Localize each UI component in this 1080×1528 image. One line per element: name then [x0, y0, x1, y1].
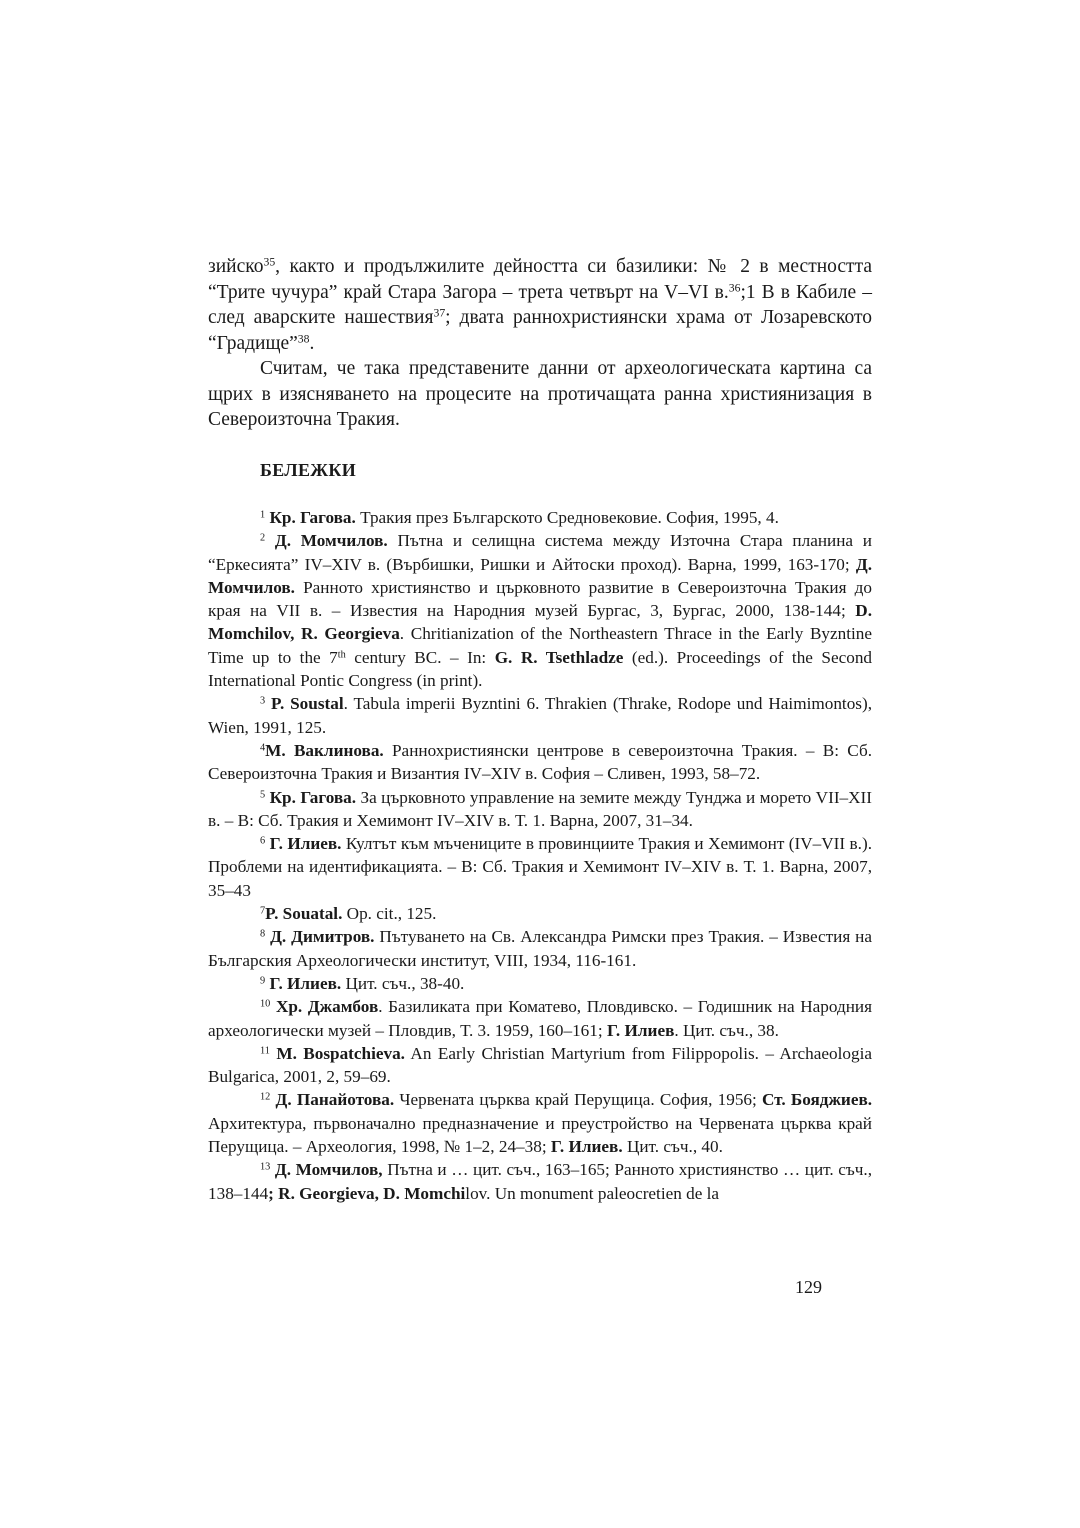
note-6	[208, 832, 872, 902]
note-text: Цит. съч., 38-40.	[341, 973, 465, 993]
note-7	[208, 902, 872, 925]
note-text: Пътуването на Св. Александра Римски през Тракия. – Известия на Българския Археологически институт, VIII, 1934, 116-161.	[208, 927, 873, 970]
text-run: зийско	[208, 256, 264, 277]
text-run: , както и продължилите дейността си базилики: № 2 в местността “Трите чучура” край Стара Загора – трета четвърт на V–VI в.	[208, 256, 872, 303]
note-text: . Базиликата при Коматево, Пловдивско. – Годишник на Народния археологически музей – Пловдив, Т. 3. 1959, 160–161;	[208, 997, 873, 1040]
note-author: Д. Панайотова.	[275, 1090, 395, 1110]
note-text: . Цит. съч., 38.	[674, 1020, 779, 1040]
note-text: Архитектура, първоначално предназначение и преустройство на Червената църква край Перущица. – Археология, 1998, № 1–2, 24–38;	[208, 1113, 872, 1157]
note-5	[208, 786, 872, 833]
note-author: Д. Момчилов.	[274, 531, 388, 551]
note-number: 11	[260, 1045, 270, 1057]
paragraph-continued	[208, 254, 872, 356]
note-number: 12	[260, 1091, 271, 1103]
note-number: 5	[260, 788, 266, 800]
note-text: Пътна и … цит. съч., 163–165; Ранното християнство … цит. съч., 138–144	[208, 1160, 873, 1203]
note-author: М. Ваклинова.	[265, 740, 384, 760]
note-number: 10	[260, 998, 271, 1010]
note-author: ; R. Georgieva, D. Momchi	[268, 1183, 466, 1203]
footnote-ref: 37	[433, 306, 446, 320]
note-author: G. R. Tsethladze	[494, 647, 624, 667]
note-text: За църковното управление на земите между Тунджа и морето VII–XII в. – В: Сб. Тракия и Хемимонт IV–XIV в. Т. 1. Варна, 2007, 31–34.	[208, 787, 872, 830]
text-run: ; двата раннохристиянски храма от Лозаревското “Градище”	[208, 307, 873, 354]
note-author: Г. Илиев.	[269, 973, 342, 993]
main-text	[208, 254, 872, 433]
note-number: 13	[260, 1161, 271, 1173]
note-9	[208, 972, 872, 995]
note-number: 3	[260, 695, 266, 707]
note-text: Пътна и селищна система между Източна Стара планина и “Еркесията” IV–XIV в. (Върбишки, Ришки и Айтоски проход). Варна, 1999, 163-170;	[208, 531, 872, 574]
note-text: Раннохристиянски центрове в североизточна Тракия. – В: Сб. Североизточна Тракия и Византия IV–XIV в. София – Сливен, 1993, 58–72.	[208, 740, 872, 784]
note-2	[208, 529, 872, 692]
note-11	[208, 1042, 872, 1089]
note-author: P. Soustal	[271, 694, 344, 714]
text-run: ;1 В в Кабиле – след аварските нашествия	[208, 281, 872, 328]
footnote-ref: 36	[728, 281, 741, 295]
note-author: M. Bospatchieva.	[276, 1043, 405, 1063]
note-author: Кр. Гагова.	[269, 787, 357, 807]
text-run: .	[309, 332, 315, 354]
paragraph-conclusion: Считам, че така представените данни от археологическата картина са щрих в изясняването на процесите на протичащата ранна християнизация в Североизточна Тракия.	[208, 358, 872, 430]
footnote-ref: 38	[297, 332, 310, 346]
note-author: D. Momchilov, R. Georgieva	[208, 601, 872, 644]
note-number: 8	[260, 928, 266, 940]
note-number: 7	[260, 905, 266, 917]
note-author: Г. Илиев	[606, 1020, 675, 1040]
note-text: Op. cit., 125.	[342, 904, 437, 924]
note-13	[208, 1158, 872, 1205]
note-author: Д. Момчилов,	[274, 1160, 383, 1180]
note-text: Тракия през Българското Средновековие. София, 1995, 4.	[355, 508, 779, 527]
note-8	[208, 925, 872, 972]
note-number: 6	[260, 835, 266, 847]
note-text: Цит. съч., 40.	[622, 1137, 723, 1157]
notes-heading: БЕЛЕЖКИ	[260, 460, 357, 480]
note-1	[208, 506, 872, 529]
note-text: lov. Un monument paleocretien de la	[465, 1183, 720, 1203]
note-10	[208, 995, 872, 1042]
note-author: Д. Момчилов.	[208, 554, 872, 597]
note-author: Кр. Гагова.	[269, 508, 356, 527]
page-number: 129	[795, 1277, 822, 1297]
ordinal-suffix: th	[337, 649, 346, 661]
notes-list	[208, 506, 872, 1205]
note-text: Култът към мъчениците в провинциите Тракия и Хемимонт (IV–VII в.). Проблеми на идентификацията. – В: Сб. Тракия и Хемимонт IV–XIV в. Т. 1. Варна, 2007, 35–43	[208, 834, 872, 900]
note-author: Хр. Джамбов	[275, 997, 379, 1017]
note-author: P. Souatal.	[265, 904, 343, 924]
note-author: Г. Илиев.	[269, 834, 342, 854]
note-author: Д. Димитров.	[270, 927, 375, 947]
note-text: . Chritianization of the Northeastern Thrace in the Early Byzntine Time up to the 7	[208, 624, 872, 667]
note-text: century BC. – In:	[345, 647, 495, 667]
note-author: Ст. Бояджиев.	[762, 1090, 873, 1110]
note-3	[208, 692, 872, 739]
note-text: An Early Christian Martyrium from Filippopolis. – Archaeologia Bulgarica, 2001, 2, 59–69.	[208, 1043, 872, 1087]
footnote-ref: 35	[263, 255, 276, 269]
note-text: (ed.). Proceedings of the Second International Pontic Congress (in print).	[208, 647, 873, 691]
note-12	[208, 1088, 872, 1158]
note-author: Г. Илиев.	[550, 1137, 623, 1157]
note-number: 2	[260, 532, 266, 544]
note-number: 9	[260, 975, 266, 987]
note-text: . Tabula imperii Byzntini 6. Thrakien (Thrake, Rodope und Haimimontos), Wien, 1991, 125.	[208, 694, 872, 737]
note-number: 1	[260, 509, 266, 521]
note-number: 4	[260, 742, 266, 754]
note-text: Червената църква край Перущица. София, 1956;	[394, 1090, 762, 1110]
note-text: Ранното християнство и църковното развитие в Североизточна Тракия до края на VII в. – Известия на Народния музей Бургас, 3, Бургас, 2000, 138-144;	[208, 577, 872, 621]
note-4	[208, 739, 872, 786]
